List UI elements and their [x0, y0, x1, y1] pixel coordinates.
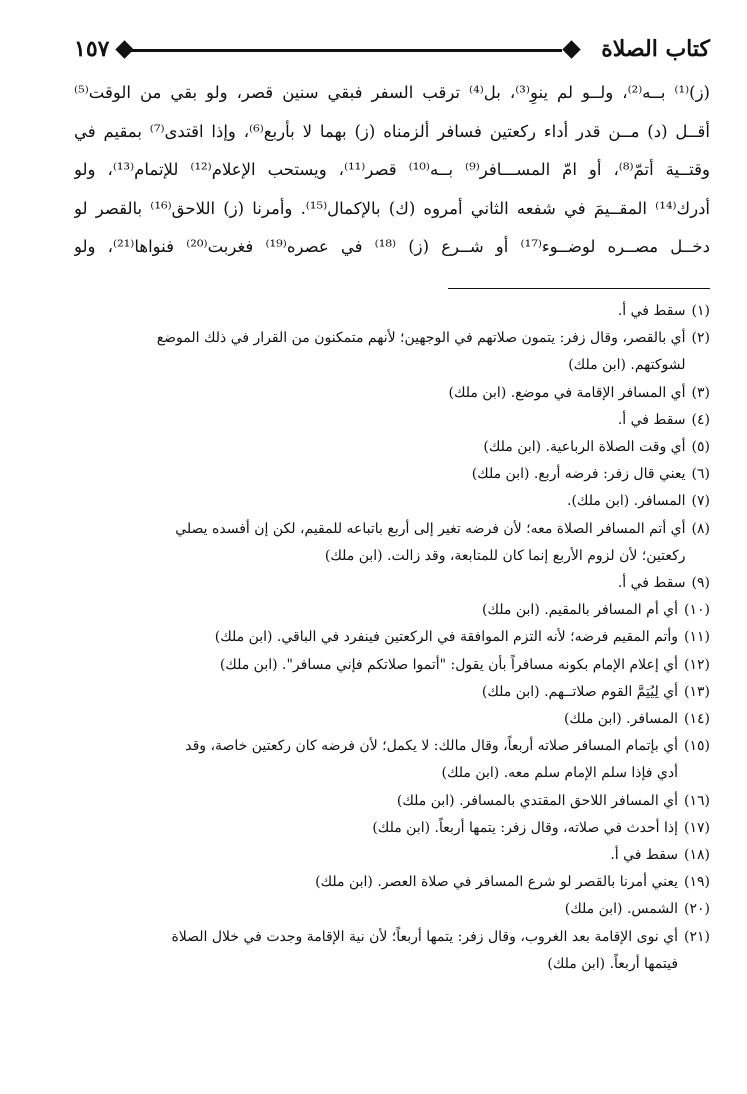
footnote-item	[74, 733, 710, 787]
footnote-number: (٨)	[691, 520, 710, 537]
main-text-line: دخــل مصــره لوضــوء⁽¹⁷⁾ أو شــرع (ز) ⁽¹⁸⁾ في عصره⁽¹⁹⁾ فغربت⁽²⁰⁾ فنواها⁽²¹⁾، ولو	[74, 237, 710, 256]
footnotes-list	[74, 298, 710, 978]
footnote-number: (٢٠)	[684, 901, 710, 918]
footnote-line: سقط في أ.	[617, 411, 686, 428]
footnote-number: (٣)	[691, 384, 710, 401]
footnote-text	[74, 869, 678, 896]
footnote-line: المسافر. (ابن ملك)	[563, 711, 679, 728]
footnote-number: (٤)	[691, 411, 710, 428]
footnote-number: (١٦)	[684, 792, 710, 809]
footnote-line: سقط في أ.	[610, 847, 679, 864]
page-number: ١٥٧	[74, 36, 110, 62]
footnote-number: (١)	[691, 303, 710, 319]
footnote-text	[74, 298, 686, 325]
footnote-line: أي لِيُتِمَّ القوم صلاتــهم. (ابن ملك)	[481, 683, 679, 700]
footnote-line: الشمس. (ابن ملك)	[564, 901, 679, 918]
footnote-item	[74, 325, 710, 379]
book-title: كتاب الصلاة	[601, 36, 710, 62]
footnote-line: أي وقت الصلاة الرباعية. (ابن ملك)	[483, 439, 686, 456]
main-text-line: (ز)⁽¹⁾ بــه⁽²⁾، ولــو لم ينوِ⁽³⁾، بل⁽⁴⁾ ترقب السفر فبقي سنين قصر، ولو بقي من الوقت⁽⁵⁾	[74, 83, 710, 102]
footnote-number: (٦)	[691, 466, 710, 483]
footnote-item	[74, 461, 710, 488]
footnote-text	[74, 842, 678, 869]
footnote-item	[74, 298, 710, 325]
main-text-line: أقــل (د) مــن قدر أداء ركعتين فسافر ألزمناه (ز) بهما لا بأربع⁽⁶⁾، وإذا اقتدى⁽⁷⁾ بمقيم في	[74, 121, 710, 141]
footnote-text	[74, 434, 686, 461]
footnote-item	[74, 570, 710, 597]
footnote-item	[74, 869, 710, 896]
footnote-text	[74, 461, 686, 488]
main-text-line: أدرك⁽¹⁴⁾ المقــيمَ في شفعه الثاني أمروه (ك) بالإكمال⁽¹⁵⁾. وأمرنا (ز) اللاحق⁽¹⁶⁾ بالقصر لو	[74, 198, 710, 218]
footnote-item	[74, 597, 710, 624]
footnote-text	[74, 570, 686, 597]
footnote-line: أي بالقصر، وقال زفر: يتمون صلاتهم في الوجهين؛ لأنهم متمكنون من القرار في ذلك الموضع	[156, 330, 686, 347]
footnote-line: ركعتين؛ لأن لزوم الأربع إنما كان للمتابعة، وقد زالت. (ابن ملك)	[324, 547, 686, 564]
footnote-text	[74, 815, 678, 842]
footnote-text	[74, 924, 678, 978]
page-header	[74, 34, 710, 66]
footnote-text	[74, 325, 686, 379]
footnote-line: أي أم المسافر بالمقيم. (ابن ملك)	[482, 602, 679, 619]
footnote-text	[74, 788, 678, 815]
footnote-line: أي أتم المسافر الصلاة معه؛ لأن فرضه تغير إلى أربع باتباعه للمقيم، لكن إن أفسده يصلي	[175, 520, 686, 537]
footnote-line: أي المسافر الإقامة في موضع. (ابن ملك)	[448, 384, 686, 401]
footnote-number: (١٢)	[684, 656, 710, 673]
footnote-text	[74, 407, 686, 434]
diamond-ornament-icon	[562, 40, 580, 58]
footnote-text	[74, 896, 678, 923]
footnote-item	[74, 516, 710, 570]
footnote-number: (١٧)	[684, 819, 710, 836]
footnote-text	[74, 516, 686, 570]
footnote-number: (١٥)	[684, 738, 710, 755]
footnote-line: سقط في أ.	[617, 575, 686, 592]
footnote-number: (١١)	[684, 629, 710, 646]
footnote-text	[74, 679, 678, 706]
footnote-line: أدي فإذا سلم الإمام سلم معه. (ابن ملك)	[441, 765, 679, 782]
footnote-number: (٩)	[691, 575, 710, 592]
footnote-line: يعني أمرنا بالقصر لو شرع المسافر في صلاة العصر. (ابن ملك)	[315, 874, 679, 891]
diamond-ornament-icon	[115, 40, 133, 58]
footnote-text	[74, 652, 678, 679]
footnote-item	[74, 896, 710, 923]
footnote-text	[74, 380, 686, 407]
footnote-item	[74, 788, 710, 815]
footnote-item	[74, 706, 710, 733]
footnote-item	[74, 924, 710, 978]
footnote-number: (٥)	[691, 439, 710, 456]
footnote-line: المسافر. (ابن ملك).	[567, 493, 686, 510]
footnote-text	[74, 733, 678, 787]
footnote-item	[74, 624, 710, 651]
footnote-line: يعني قال زفر: فرضه أربع. (ابن ملك)	[471, 466, 686, 483]
footnote-number: (١٨)	[684, 847, 710, 864]
footnote-line: لشوكتهم. (ابن ملك)	[568, 357, 686, 374]
footnote-text	[74, 597, 678, 624]
footnote-number: (١٣)	[684, 683, 710, 700]
footnote-item	[74, 842, 710, 869]
footnote-number: (١٤)	[684, 711, 710, 728]
header-rule	[126, 49, 562, 52]
footnote-number: (٧)	[691, 493, 710, 510]
footnote-item	[74, 380, 710, 407]
footnote-item	[74, 652, 710, 679]
footnote-number: (٢)	[691, 330, 710, 347]
footnote-line: أي المسافر اللاحق المقتدي بالمسافر. (ابن ملك)	[396, 792, 679, 809]
footnote-number: (١٩)	[684, 874, 710, 891]
footnote-line: إذا أحدث في صلاته، وقال زفر: يتمها أربعاً. (ابن ملك)	[372, 819, 679, 836]
footnote-number: (١٠)	[684, 602, 710, 619]
footnote-item	[74, 815, 710, 842]
footnote-item	[74, 679, 710, 706]
footnote-line: سقط في أ.	[617, 303, 686, 319]
footnote-text	[74, 488, 686, 515]
footnote-text	[74, 624, 678, 651]
footnote-line: أي إعلام الإمام بكونه مسافراً بأن يقول: "أتموا صلاتكم فإني مسافر". (ابن ملك)	[219, 656, 679, 673]
main-text	[74, 74, 710, 267]
footnote-item	[74, 434, 710, 461]
footnote-line: وأتم المقيم فرضه؛ لأنه التزم الموافقة في الركعتين فينفرد في الباقي. (ابن ملك)	[214, 629, 679, 646]
footnote-number: (٢١)	[684, 928, 710, 945]
footnote-item	[74, 407, 710, 434]
footnote-separator	[448, 288, 710, 289]
footnote-line: أي نوى الإقامة بعد الغروب، وقال زفر: يتمها أربعاً؛ لأن نية الإقامة وجدت في خلال الصلاة	[171, 928, 679, 945]
main-text-line: وقتــية أتمّ⁽⁸⁾، أو امّ المســـافر⁽⁹⁾ بــه⁽¹⁰⁾ قصر⁽¹¹⁾، ويستحب الإعلام⁽¹²⁾ للإتمام⁽¹³⁾، ولو	[74, 160, 710, 179]
footnote-text	[74, 706, 678, 733]
footnote-line: أي بإتمام المسافر صلاته أربعاً، وقال مالك: لا يكمل؛ لأن فرضه كان ركعتين خاصة، وقد	[185, 738, 679, 755]
footnote-line: فيتمها أربعاً. (ابن ملك)	[547, 955, 679, 972]
footnote-item	[74, 488, 710, 515]
